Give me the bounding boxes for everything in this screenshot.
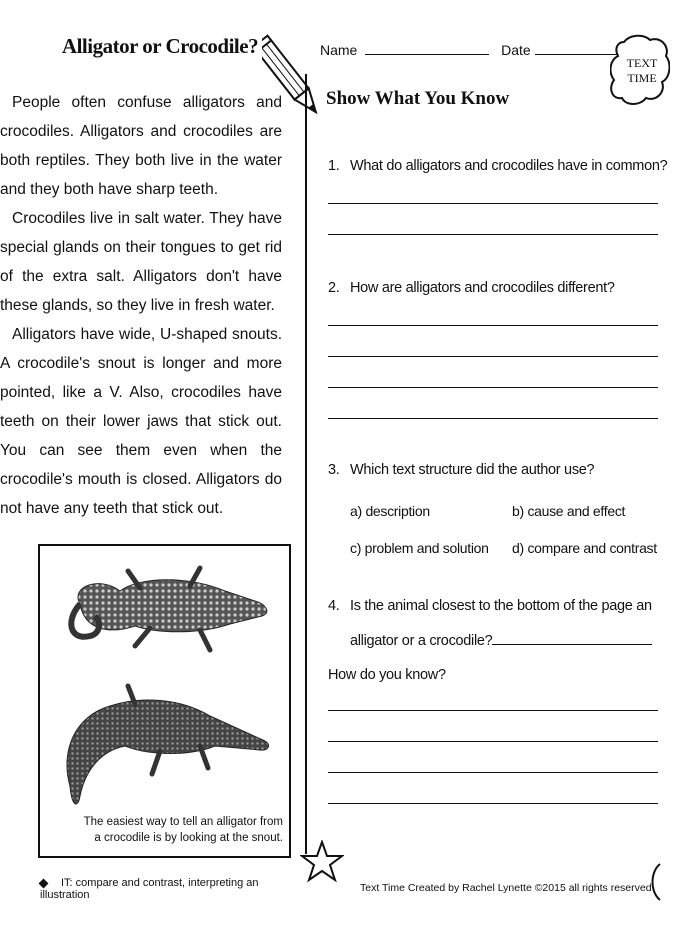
diamond-bullet-icon bbox=[39, 878, 49, 888]
answer-line[interactable] bbox=[328, 387, 658, 388]
date-label: Date bbox=[501, 42, 531, 58]
option-a[interactable]: a) description bbox=[350, 503, 430, 519]
paragraph-1: People often confuse alligators and crocodiles. Alligators and crocodiles are both reptiles. They both live in the water and they both have sharp teeth. bbox=[0, 94, 282, 198]
question-number: 2. bbox=[328, 280, 340, 296]
answer-line[interactable] bbox=[328, 710, 658, 711]
question-4-continued bbox=[350, 630, 652, 649]
question-4 bbox=[328, 598, 652, 614]
answer-line[interactable] bbox=[328, 741, 658, 742]
badge-line2: TIME bbox=[627, 71, 657, 85]
answer-line[interactable] bbox=[328, 803, 658, 804]
name-field[interactable] bbox=[365, 40, 489, 55]
paragraph-3: Alligators have wide, U-shaped snouts. A crocodile's snout is longer and more pointed, like a V. Also, crocodiles have teeth on their lower jaws that stick out. You can see them even when the crocodile's mouth is closed. Alligators do not have any teeth that stick out. bbox=[0, 326, 282, 517]
questions-column bbox=[308, 0, 700, 931]
passage-title: Alligator or Crocodile? bbox=[61, 34, 259, 58]
column-divider bbox=[305, 74, 307, 854]
section-title: Show What You Know bbox=[326, 88, 510, 109]
question-text: What do alligators and crocodiles have in common? bbox=[350, 158, 668, 174]
reading-passage-column bbox=[0, 0, 300, 931]
answer-line[interactable] bbox=[328, 418, 658, 419]
corner-flourish-icon bbox=[648, 862, 662, 902]
copyright-footer: Text Time Created by Rachel Lynette ©2015 all rights reserved bbox=[360, 882, 652, 894]
learning-objective-text: IT: compare and contrast, interpreting an illustration bbox=[40, 877, 259, 901]
question-text: Which text structure did the author use? bbox=[350, 462, 595, 478]
how-know-prompt: How do you know? bbox=[328, 667, 446, 683]
photo-caption: The easiest way to tell an alligator from a crocodile is by looking at the snout. bbox=[83, 816, 283, 844]
name-label: Name bbox=[320, 42, 358, 58]
passage-text bbox=[0, 88, 282, 523]
question-1 bbox=[328, 158, 667, 174]
animal-answer-field[interactable] bbox=[492, 630, 652, 645]
question-number: 3. bbox=[328, 462, 340, 478]
option-b[interactable]: b) cause and effect bbox=[512, 503, 626, 519]
answer-line[interactable] bbox=[328, 772, 658, 773]
question-text: Is the animal closest to the bottom of the page an bbox=[350, 598, 652, 614]
question-number: 1. bbox=[328, 158, 340, 174]
learning-objective bbox=[40, 877, 300, 901]
option-c[interactable]: c) problem and solution bbox=[350, 540, 489, 556]
alligator-image bbox=[40, 546, 289, 856]
badge-line1: TEXT bbox=[626, 56, 658, 70]
question-number: 4. bbox=[328, 598, 340, 614]
question-2 bbox=[328, 280, 615, 296]
paragraph-2: Crocodiles live in salt water. They have special glands on their tongues to get rid of the extra salt. Alligators don't have these glands, so they live in fresh water. bbox=[0, 210, 282, 314]
reptile-photo-box bbox=[38, 544, 291, 858]
answer-line[interactable] bbox=[328, 356, 658, 357]
answer-line[interactable] bbox=[328, 203, 658, 204]
question-text: alligator or a crocodile? bbox=[350, 633, 493, 649]
answer-line[interactable] bbox=[328, 234, 658, 235]
option-d[interactable]: d) compare and contrast bbox=[512, 540, 657, 556]
question-3 bbox=[328, 462, 594, 478]
text-time-cloud-icon bbox=[610, 34, 670, 110]
answer-line[interactable] bbox=[328, 325, 658, 326]
name-date-row bbox=[320, 40, 627, 58]
question-text: How are alligators and crocodiles different? bbox=[350, 280, 615, 296]
